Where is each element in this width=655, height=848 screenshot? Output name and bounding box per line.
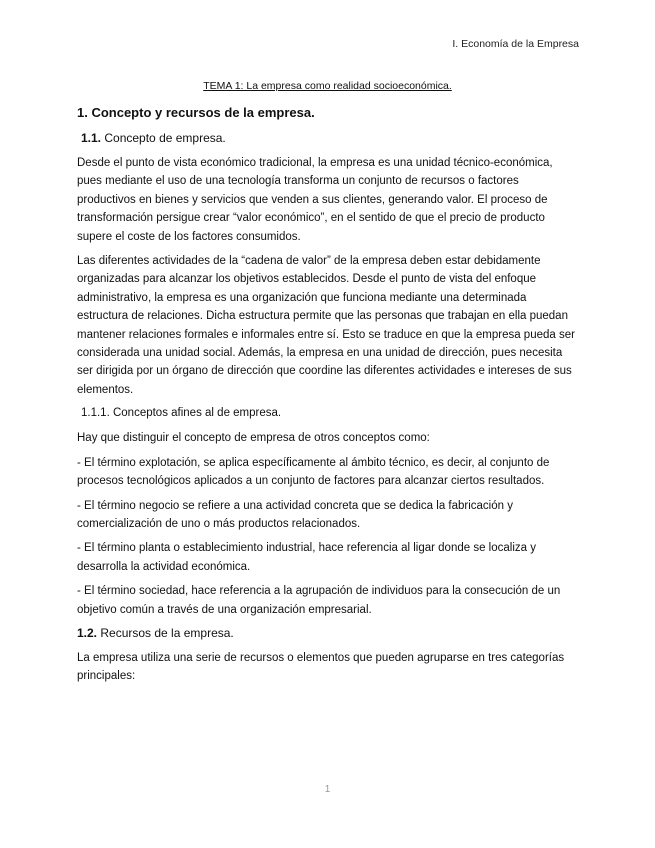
page-number: 1: [324, 784, 331, 795]
list-item: - El término explotación, se aplica específicamente al ámbito técnico, es decir, al conjunto de procesos tecnológicos aplicados a un conjunto de factores para alcanzar ciertos resultados.: [77, 456, 550, 488]
paragraph-2: Las diferentes actividades de la “cadena de valor” de la empresa deben estar debidamente organizadas para alcanzar los objetivos establecidos. Desde el punto de vista del enfoque administrativo, la empresa es una organización que funciona mediante una determinada estructura de relaciones. Dicha estructura permite que las personas que trabajan en ella puedan mantener relaciones formales e informales entre sí. Esto se traduce en que la empresa pueda ser considerada una unidad social. Además, la empresa en una unidad de dirección, pues necesita ser dirigida por un órgano de dirección que coordine las diferentes actividades e intereses de sus elementos.: [77, 255, 575, 396]
subsection-heading-1-1: [77, 130, 580, 147]
subsection-number: 1.2.: [77, 625, 98, 640]
subsection-title: Recursos de la empresa.: [100, 625, 234, 640]
document-body: [77, 104, 580, 692]
section-heading-1: 1. Concepto y recursos de la empresa.: [77, 105, 315, 120]
running-header: I. Economía de la Empresa: [452, 38, 579, 50]
document-title: TEMA 1: La empresa como realidad socioeconómica.: [203, 80, 452, 92]
subsection-title: Concepto de empresa.: [104, 131, 226, 145]
paragraph-3: Hay que distinguir el concepto de empresa de otros conceptos como:: [77, 432, 430, 445]
list-item: - El término negocio se refiere a una actividad concreta que se dedica la fabricación y comercialización de uno o más productos relacionados.: [77, 499, 513, 530]
paragraph-4: La empresa utiliza una serie de recursos o elementos que pueden agruparse en tres categorías principales:: [77, 651, 565, 683]
list-item: - El término planta o establecimiento industrial, hace referencia al ligar donde se localiza y desarrolla la actividad económica.: [77, 542, 536, 573]
subsection-heading-1-2: [77, 625, 580, 642]
subsection-number: 1.1.: [81, 131, 102, 145]
subsubsection-heading-1-1-1: 1.1.1. Conceptos afines al de empresa.: [81, 407, 282, 420]
list-item: - El término sociedad, hace referencia a la agrupación de individuos para la consecución de un objetivo común a través de una organización empresarial.: [77, 585, 561, 616]
paragraph-1: Desde el punto de vista económico tradicional, la empresa es una unidad técnico-económica, pues mediante el uso de una tecnología transforma un conjunto de recursos o factores productivos en bienes y servicios que venden a sus clientes, generando valor. El proceso de transformación persigue crear “valor económico”, en el sentido de que el precio de producto supere el coste de los factores consumidos.: [77, 157, 553, 243]
